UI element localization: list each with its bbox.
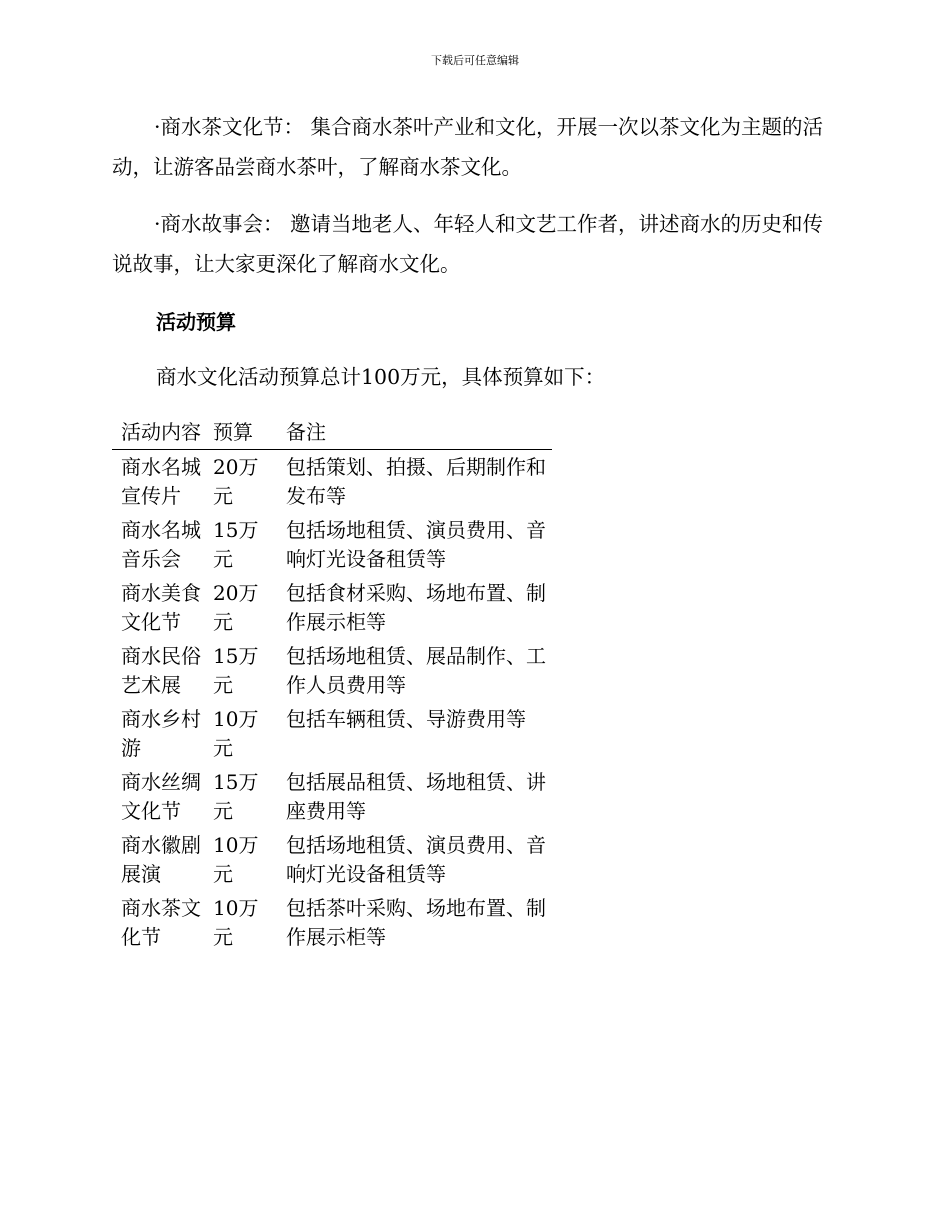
cell-notes: 包括车辆租赁、导游费用等 <box>286 707 526 731</box>
cell-budget: 20万元 <box>213 455 259 508</box>
section-heading-budget: 活动预算 <box>156 310 236 334</box>
paragraph-story-meeting: ·商水故事会： 邀请当地老人、年轻人和文艺工作者，讲述商水的历史和传说故事，让大家更深化了解商水文化。 <box>112 212 824 276</box>
table-row <box>112 639 552 702</box>
cell-activity: 商水丝绸文化节 <box>121 770 201 823</box>
cell-activity: 商水徽剧展演 <box>121 833 201 886</box>
cell-budget: 10万元 <box>213 707 259 760</box>
column-header-budget: 预算 <box>213 418 286 450</box>
table-row <box>112 891 552 954</box>
table-row <box>112 513 552 576</box>
table-row <box>112 702 552 765</box>
table-row <box>112 576 552 639</box>
cell-activity: 商水乡村游 <box>121 707 201 760</box>
paragraph-tea-festival: ·商水茶文化节： 集合商水茶叶产业和文化，开展一次以茶文化为主题的活动，让游客品尝商水茶叶，了解商水茶文化。 <box>112 115 824 179</box>
cell-budget: 15万元 <box>213 644 259 697</box>
cell-budget: 10万元 <box>213 896 259 949</box>
cell-budget: 15万元 <box>213 518 259 571</box>
table-row <box>112 828 552 891</box>
cell-notes: 包括茶叶采购、场地布置、制作展示柜等 <box>286 896 546 949</box>
cell-budget: 15万元 <box>213 770 259 823</box>
table-row <box>112 450 552 514</box>
cell-notes: 包括食材采购、场地布置、制作展示柜等 <box>286 581 546 634</box>
cell-budget: 10万元 <box>213 833 259 886</box>
cell-activity: 商水名城音乐会 <box>121 518 201 571</box>
cell-notes: 包括策划、拍摄、后期制作和发布等 <box>286 455 546 508</box>
budget-intro: 商水文化活动预算总计100万元，具体预算如下： <box>156 365 606 389</box>
cell-activity: 商水名城宣传片 <box>121 455 201 508</box>
cell-notes: 包括场地租赁、展品制作、工作人员费用等 <box>286 644 546 697</box>
cell-activity: 商水美食文化节 <box>121 581 201 634</box>
table-header-row <box>112 418 552 450</box>
cell-notes: 包括展品租赁、场地租赁、讲座费用等 <box>286 770 546 823</box>
table-row <box>112 765 552 828</box>
cell-notes: 包括场地租赁、演员费用、音响灯光设备租赁等 <box>286 518 546 571</box>
cell-notes: 包括场地租赁、演员费用、音响灯光设备租赁等 <box>286 833 546 886</box>
cell-activity: 商水茶文化节 <box>121 896 201 949</box>
cell-budget: 20万元 <box>213 581 259 634</box>
column-header-notes: 备注 <box>286 418 552 450</box>
page-header: 下载后可任意编辑 <box>431 54 519 67</box>
column-header-activity: 活动内容 <box>112 418 213 450</box>
cell-activity: 商水民俗艺术展 <box>121 644 201 697</box>
budget-table <box>112 418 552 954</box>
